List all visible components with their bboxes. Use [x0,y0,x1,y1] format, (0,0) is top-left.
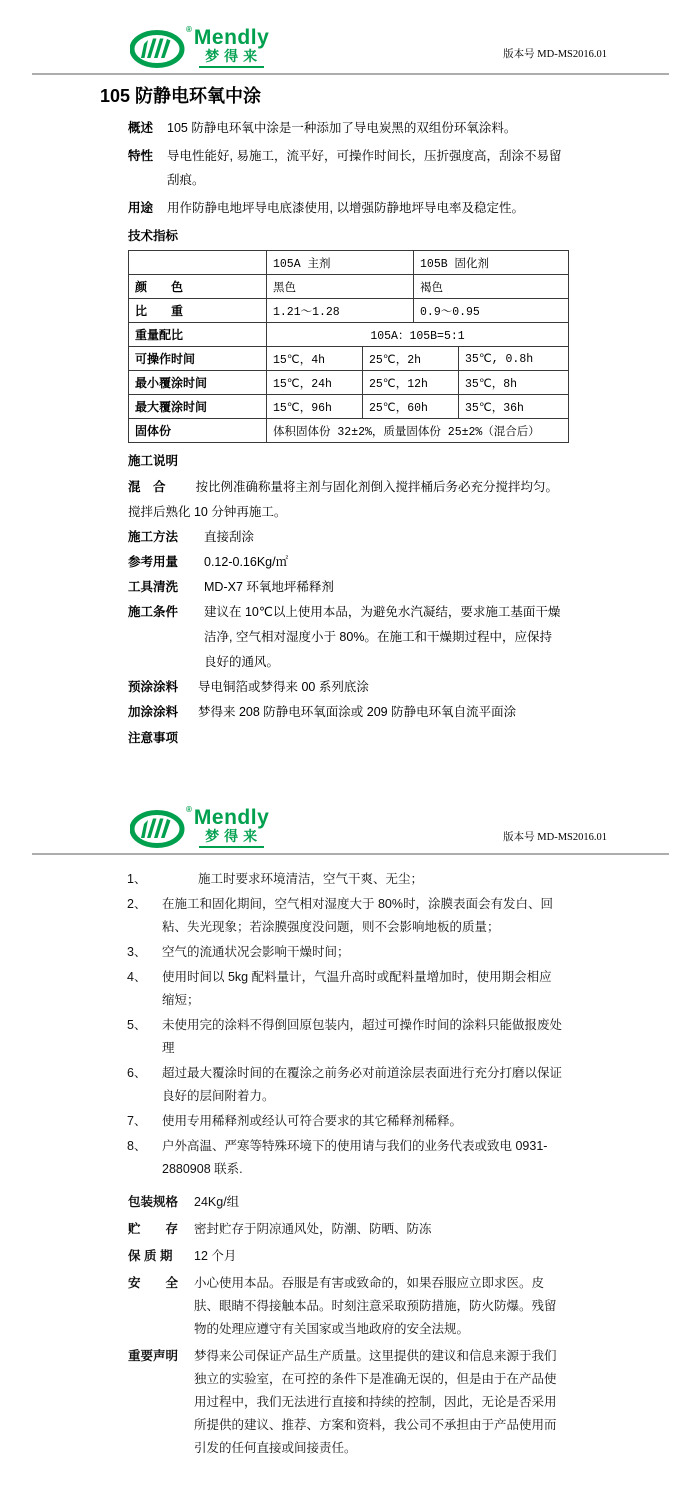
list-item-number: 8、 [127,1139,147,1153]
column-header-105a: 105A 主剂 [267,251,414,275]
table-cell: 35℃，36h [459,395,569,419]
table-row-gravity [129,299,569,323]
list-item-text: 施工时要求环境清洁，空气干爽、无尘； [198,872,424,886]
version-number: 版本号 MD-MS2016.01 [503,832,607,843]
page2-body [128,1191,564,1460]
table-cell-empty [129,251,267,275]
table-cell: 25℃，60h [363,395,459,419]
section-precoat [128,675,564,700]
feature-label: 特性 [128,149,154,163]
mendly-logo-icon [130,27,188,69]
table-cell: 15℃，4h [267,347,363,371]
table-cell: 105A：105B=5:1 [267,323,569,347]
table-row-header [129,251,569,275]
brand-name-en: Mendly [193,806,270,829]
notes-heading: 注意事项 [128,731,179,745]
list-item-number: 5、 [127,1018,147,1032]
section-overview [128,116,564,140]
table-row-pot-life [129,347,569,371]
topcoat-text: 梦得来 208 防静电环氧面涂或 209 防静电环氧自流平面涂 [198,705,517,719]
shelf-life-text: 12 个月 [194,1249,237,1263]
overview-text: 105 防静电环氧中涂是一种添加了导电炭黑的双组份环氧涂料。 [167,121,517,135]
construction-block [128,449,564,750]
list-item-text: 使用专用稀释剂或经认可符合要求的其它稀释剂稀释。 [162,1114,463,1128]
table-cell: 0.9～0.95 [414,299,569,323]
row-label: 可操作时间 [129,347,267,371]
page2-header [32,806,669,855]
section-feature [128,144,564,192]
usage-text: 用作防静电地坪导电底漆使用, 以增强防静地坪导电率及稳定性。 [167,201,524,215]
page1-header [32,0,669,75]
usage-label: 用途 [128,201,154,215]
list-item [127,941,563,964]
registered-mark: ® [186,805,192,814]
list-item-number: 4、 [127,970,147,984]
feature-text: 导电性能好, 易施工，流平好，可操作时间长，压折强度高，刮涂不易留刮痕。 [167,149,562,187]
list-item-text: 超过最大覆涂时间的在覆涂之前务必对前道涂层表面进行充分打磨以保证良好的层间附着力。 [162,1066,563,1103]
precoat-text: 导电铜箔或梦得来 00 系列底涂 [198,680,369,694]
storage-label: 贮 存 [128,1222,179,1236]
list-item-text: 空气的流通状况会影响干燥时间； [162,945,350,959]
list-item-number: 3、 [127,945,147,959]
list-item [127,1135,563,1181]
section-disclaimer [128,1345,564,1460]
table-row-ratio [129,323,569,347]
list-item-number: 7、 [127,1114,147,1128]
list-item-number: 6、 [127,1066,147,1080]
row-label: 固体份 [129,419,267,443]
section-mixing [128,475,564,525]
disclaimer-text: 梦得来公司保证产品生产质量。这里提供的建议和信息来源于我们独立的实验室，在可控的条件下是准确无误的，但是由于在产品使用过程中，我们无法进行直接和持续的控制，因此，无论是否采用所提供的建议、推荐、方案和资料，我公司不承担由于产品使用而引发的任何直接或间接责任。 [194,1349,557,1455]
dosage-text: 0.12-0.16Kg/㎡ [204,555,289,569]
safety-label: 安 全 [128,1276,179,1290]
section-cleaning [128,575,564,600]
table-cell: 1.21～1.28 [267,299,414,323]
cleaning-text: MD-X7 环氧地坪稀释剂 [204,580,334,594]
brand-name-en: Mendly [193,26,270,49]
list-item [127,1110,563,1133]
list-item-number: 1、 [127,872,147,886]
list-item-text: 户外高温、严寒等特殊环境下的使用请与我们的业务代表或致电 0931-2880908 联系. [162,1139,548,1176]
list-item [127,1062,563,1108]
table-cell: 褐色 [414,275,569,299]
version-number: 版本号 MD-MS2016.01 [503,49,607,60]
list-item-number: 2、 [127,897,147,911]
section-shelf-life [128,1245,564,1268]
registered-mark: ® [186,25,192,34]
method-text: 直接刮涂 [204,530,255,544]
table-row-solids [129,419,569,443]
mixing-text: 按比例准确称量将主剂与固化剂倒入搅拌桶后务必充分搅拌均匀。搅拌后熟化 10 分钟再施工。 [128,480,559,519]
dosage-label: 参考用量 [128,555,179,569]
packing-label: 包装规格 [128,1195,179,1209]
precoat-label: 预涂涂料 [128,680,179,694]
section-conditions [128,600,564,675]
logo-wordmark [194,27,269,68]
logo-wordmark [194,807,269,848]
overview-label: 概述 [128,121,154,135]
shelf-life-label: 保 质 期 [128,1249,173,1263]
table-cell: 15℃，24h [267,371,363,395]
section-packing [128,1191,564,1214]
table-cell: 25℃，12h [363,371,459,395]
cleaning-label: 工具清洗 [128,580,179,594]
table-cell: 25℃，2h [363,347,459,371]
section-safety [128,1272,564,1341]
table-row-color [129,275,569,299]
safety-text: 小心使用本品。吞服是有害或致命的，如果吞服应立即求医。皮肤、眼睛不得接触本品。时刻注意采取预防措施，防火防爆。残留物的处理应遵守有关国家或当地政府的安全法规。 [194,1276,557,1336]
row-label: 比 重 [129,299,267,323]
tech-specs-table [128,250,569,443]
list-item [127,1014,563,1060]
storage-text: 密封贮存于阴凉通风处，防潮、防晒、防冻 [194,1222,432,1236]
table-cell: 35℃，8h [459,371,569,395]
brand-name-cn: 梦得来 [199,48,264,68]
table-row-max-recoat [129,395,569,419]
topcoat-label: 加涂涂料 [128,705,179,719]
packing-text: 24Kg/组 [194,1195,240,1209]
list-item [127,868,563,891]
table-cell: 黑色 [267,275,414,299]
section-usage [128,196,564,220]
list-item [127,966,563,1012]
mendly-logo [130,807,269,849]
row-label: 最小覆涂时间 [129,371,267,395]
section-storage [128,1218,564,1241]
row-label: 重量配比 [129,323,267,347]
section-topcoat [128,700,564,725]
construction-heading: 施工说明 [128,454,179,468]
conditions-text: 建议在 10℃以上使用本品，为避免水汽凝结，要求施工基面干燥洁净, 空气相对湿度小于 80%。在施工和干燥期过程中，应保持良好的通风。 [204,605,561,669]
method-label: 施工方法 [128,530,179,544]
row-label: 最大覆涂时间 [129,395,267,419]
page-title: 105 防静电环氧中涂 [100,86,262,106]
section-dosage [128,550,564,575]
notes-list [127,868,563,1181]
page1-body [128,116,564,750]
brand-name-cn: 梦得来 [199,828,264,848]
list-item-text: 未使用完的涂料不得倒回原包装内，超过可操作时间的涂料只能做报废处理 [162,1018,563,1055]
table-cell: 15℃，96h [267,395,363,419]
table-cell: 35℃, 0.8h [459,347,569,371]
conditions-label: 施工条件 [128,605,179,619]
row-label: 颜 色 [129,275,267,299]
list-item-text: 在施工和固化期间，空气相对湿度大于 80%时，涂膜表面会有发白、回粘、失光现象；若涂膜强度没问题，则不会影响地板的质量； [162,897,553,934]
table-row-min-recoat [129,371,569,395]
tech-specs-heading: 技术指标 [128,229,179,243]
list-item-text: 使用时间以 5kg 配料量计，气温升高时或配料量增加时，使用期会相应缩短； [162,970,552,1007]
mixing-label: 混 合 [128,480,166,494]
mendly-logo [130,27,269,69]
section-method [128,525,564,550]
table-cell: 体积固体份 32±2%，质量固体份 25±2%（混合后） [267,419,569,443]
disclaimer-label: 重要声明 [128,1349,179,1363]
mendly-logo-icon [130,807,188,849]
list-item [127,893,563,939]
column-header-105b: 105B 固化剂 [414,251,569,275]
